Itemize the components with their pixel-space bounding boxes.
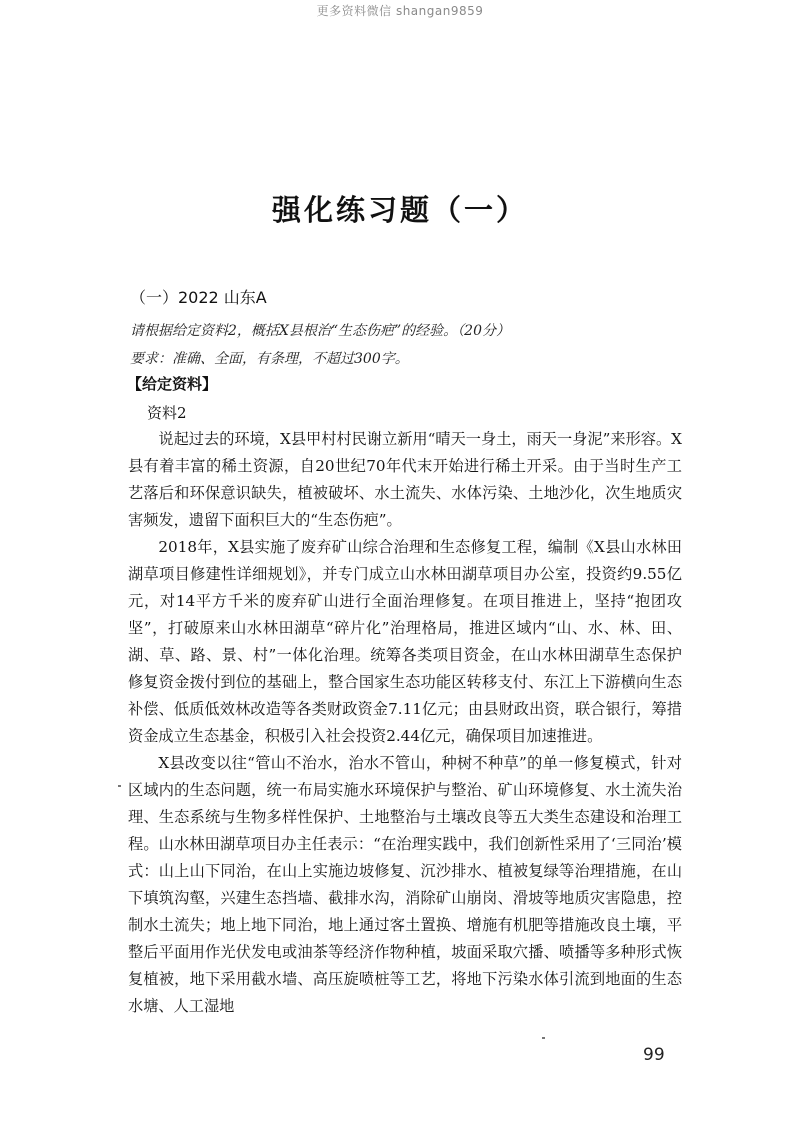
question-requirement: 要求：准确、全面，有条理，不超过300字。 <box>130 351 409 367</box>
material-paragraph-2: 2018年，X县实施了废弃矿山综合治理和生态修复工程，编制《X县山水林田湖草项目修建性详细规划》，并专门成立山水林田湖草项目办公室，投资约9.55亿元，对14平方千米的废弃矿山进行全面治理修复。在项目推进上，坚持“抱团攻坚”，打破原来山水林田湖草“碎片化”治理格局，推进区域内“山、水、林、田、湖、草、路、景、村”一体化治理。统筹各类项目资金，在山水林田湖草生态保护修复资金拨付到位的基础上，整合国家生态功能区转移支付、东江上下游横向生态补偿、低质低效林改造等各类财政资金7.11亿元；由县财政出资，联合银行，筹措资金成立生态基金，积极引入社会投资2.44亿元，确保项目加速推进。 <box>128 538 682 745</box>
section-heading: （一）2022 山东A <box>130 288 267 307</box>
material-paragraph-1: 说起过去的环境，X县甲村村民谢立新用“晴天一身土，雨天一身泥”来形容。X县有着丰富的稀土资源，自20世纪70年代末开始进行稀土开采。由于当时生产工艺落后和环保意识缺失，植被破坏、水土流失、水体污染、土地沙化，次生地质灾害频发，遗留下面积巨大的“生态伤疤”。 <box>128 430 682 529</box>
page-number: 99 <box>643 1045 665 1065</box>
material-paragraph-3: X县改变以往“管山不治水，治水不管山，种树不种草”的单一修复模式，针对区域内的生态问题，统一布局实施水环境保护与整治、矿山环境修复、水土流失治理、生态系统与生物多样性保护、土地整治与土壤改良等五大类生态建设和治理工程。山水林田湖草项目办主任表示：“在治理实践中，我们创新性采用了‘三同治’模式：山上山下同治，在山上实施边坡修复、沉沙排水、植被复绿等治理措施，在山下填筑沟壑，兴建生态挡墙、截排水沟，消除矿山崩岗、滑坡等地质灾害隐患，控制水土流失；地上地下同治，地上通过客土置换、增施有机肥等措施改良土壤，平整后平面用作光伏发电或油茶等经济作物种植，坡面采取穴播、喷播等多种形式恢复植被，地下采用截水墙、高压旋喷桩等工艺，将地下污染水体引流到地面的生态水塘、人工湿地 <box>128 754 682 1015</box>
material-body <box>128 426 682 1020</box>
material-label: 资料2 <box>147 404 187 422</box>
question-prompt: 请根据给定资料2，概括X县根治“生态伤疤”的经验。（20分） <box>130 323 511 339</box>
scan-speck <box>118 785 121 787</box>
watermark: 更多资料微信 shangan9859 <box>316 4 484 18</box>
page-title: 强化练习题（一） <box>271 193 528 227</box>
material-header: 【给定资料】 <box>127 375 218 393</box>
scan-speck <box>542 1037 545 1039</box>
